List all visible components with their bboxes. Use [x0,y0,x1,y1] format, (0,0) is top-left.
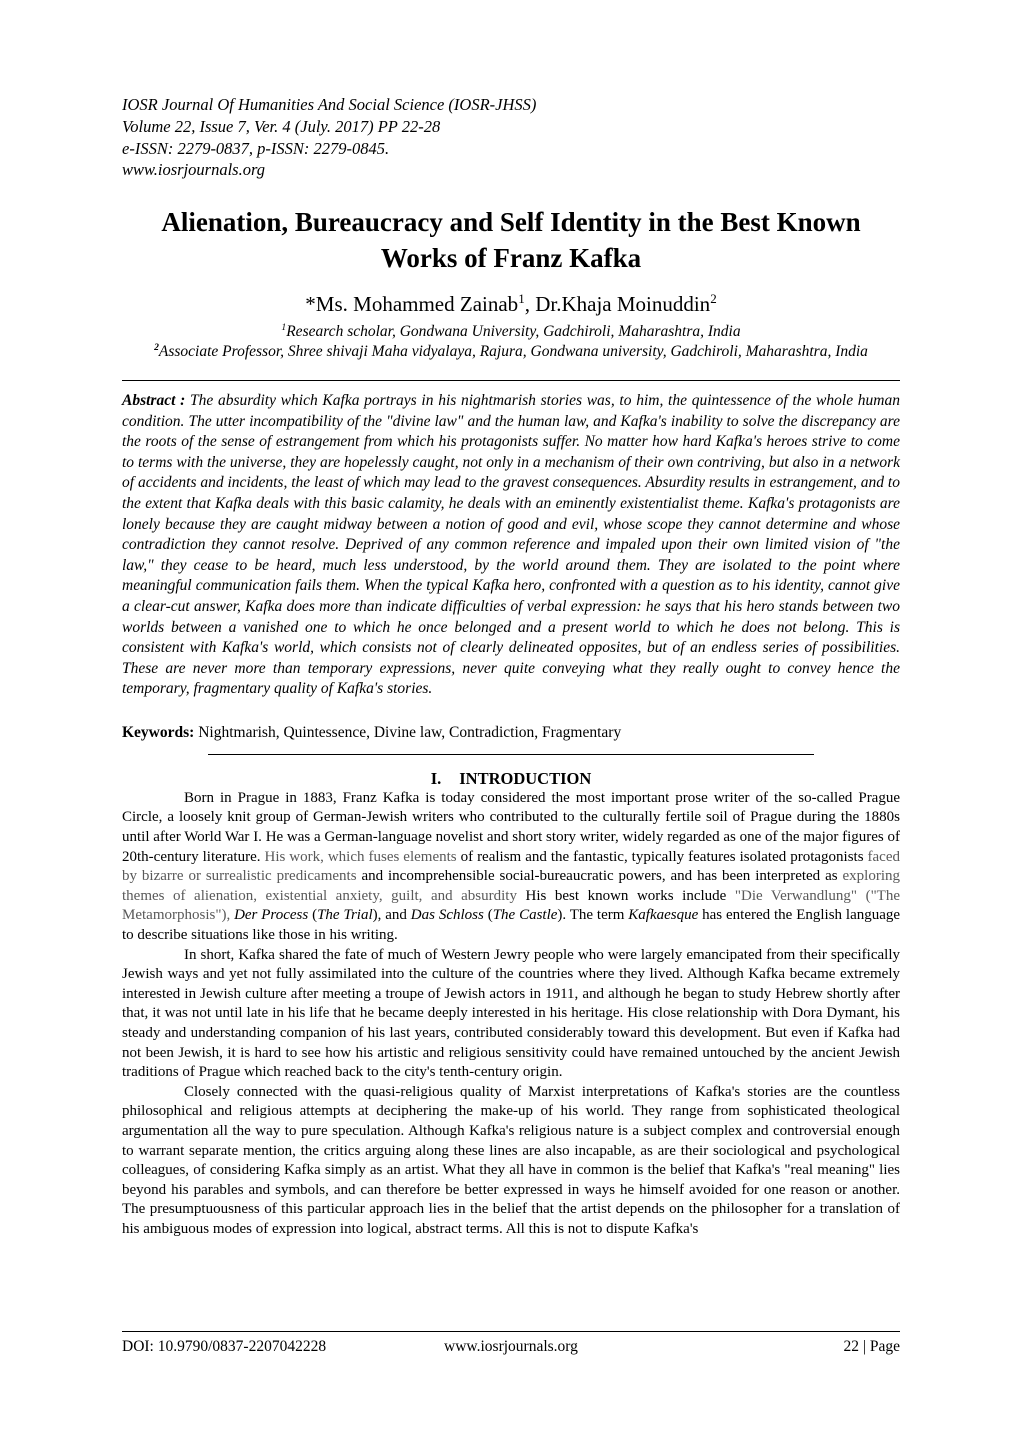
footer-doi: DOI: 10.9790/0837-2207042228 [122,1338,327,1355]
text-segment: ). The term [557,907,629,924]
text-segment: and incomprehensible social-bureaucratic powers, and has been interpreted as [361,868,843,885]
paper-title [122,205,900,276]
journal-website: www.iosrjournals.org [122,160,266,180]
keywords-line [122,724,900,742]
text-segment: "Die Verwandlung" ("The Metamorphosis"), [122,887,901,924]
authors-line [122,292,900,317]
text-segment: Associate Professor, Shree shivaji Maha vidyalaya, Rajura, Gondwana university, Gadchiroli, Maharashtra, India [158,343,868,361]
affiliation-2 [122,342,900,362]
intro-paragraph-2: In short, Kafka shared the fate of much of Western Jewry people who were largely emancipated from their specifically Jewish ways and yet not fully assimilated into the culture of the countries where they lived. Although Kafka became extremely interested in Jewish culture after meeting a troupe of Jewish actors in 1911, and although he began to study Hebrew shortly after that, it was not until late in his life that he became deeply interested in his heritage. His close relationship with Dora Dymant, his steady and understanding companion of his last years, contributed considerably toward this development. But even if Kafka had not been Jewish, it is hard to see how his artistic and religious sensitivity could have remained untouched by the ancient Jewish traditions of Prague which reached back to the city's tenth-century origin. [122,946,900,1081]
text-segment: ( [483,907,493,924]
text-segment: ( [308,907,318,924]
text-segment: 1 [281,322,287,334]
paper-title-line-2: Works of Franz Kafka [380,242,642,273]
text-segment: *Ms. Mohammed Zainab [305,292,519,317]
text-segment: The Castle [492,907,558,924]
divider-below-keywords [208,754,815,755]
text-segment: 2 [154,341,159,353]
affiliations [122,322,900,362]
journal-header [122,94,900,181]
footer-page-number: 22 | Page [843,1338,900,1355]
intro-paragraph-3: Closely connected with the quasi-religious quality of Marxist interpretations of Kafka's stories are the countless philosophical and religious attempts at deciphering the make-up of his world. They range from sophisticated theological argumentation all the way to pure speculation. Although Kafka's religious nature is a subject complex and controversial enough to warrant separate mention, the critics arguing along these lines are also incapable, as are their sociological and psychological colleagues, of considering Kafka simply as an artist. What they all have in common is the belief that Kafka's "real meaning" lies beyond his parables and symbols, and can therefore be better expressed in ways he himself avoided for one reason or another. The presumptuousness of this particular approach lies in the belief that the artist depends on the philosopher for a translation of his ambiguous modes of expression into logical, abstract terms. All this is not to dispute Kafka's [122,1083,900,1237]
keywords-text: Nightmarish, Quintessence, Divine law, Contradiction, Fragmentary [194,723,622,741]
text-segment: 1 [518,291,525,307]
abstract-paragraph [122,391,900,700]
keywords-label: Keywords: [122,723,195,741]
text-segment: of realism and the fantastic, typically features isolated protagonists [460,848,868,865]
text-segment: The Trial [317,907,373,924]
journal-issn: e-ISSN: 2279-0837, p-ISSN: 2279-0845. [122,138,390,158]
footer-website: www.iosrjournals.org [444,1338,578,1355]
journal-volume: Volume 22, Issue 7, Ver. 4 (July. 2017) PP 22-28 [122,116,441,136]
text-segment: Kafkaesque [628,907,699,924]
text-segment: Born in Prague in 1883, Franz Kafka is today considered the most important prose writer of the so-called Prague Circle, a loosely knit group of German-Jewish writers who contributed to the culturally fertile soil of Prague during the 1880s until after World War I. He was a German-language novelist and short story writer, widely regarded as one of the major figures of 20th-century literature. [122,789,900,865]
text-segment: Der Process [234,907,309,924]
intro-paragraph-1 [122,789,900,946]
text-segment: exploring themes of alienation, existential anxiety, guilt, and absurdity [122,868,900,904]
text-segment: has entered the English language to describe situations like those in his writing. [122,907,901,944]
abstract-label: Abstract : [122,391,186,409]
text-segment: Das Schloss [410,907,484,924]
text-segment: Research scholar, Gondwana University, Gadchiroli, Maharashtra, India [286,323,741,341]
text-segment: 2 [710,291,717,307]
section-heading-introduction [122,769,900,789]
divider-above-abstract [122,380,900,381]
affiliation-1 [122,322,900,342]
text-segment: ), and [372,907,411,924]
text-segment: His best known works include [525,887,735,904]
paper-title-line-1: Alienation, Bureaucracy and Self Identity in the Best Known [161,207,861,238]
section-title: INTRODUCTION [459,768,592,788]
text-segment: His work, which fuses elements [264,848,461,865]
page-footer [122,1331,900,1356]
text-segment: , Dr.Khaja Moinuddin [524,292,711,317]
journal-name: IOSR Journal Of Humanities And Social Science (IOSR-JHSS) [122,95,537,114]
section-number: I. [430,768,442,788]
abstract-text: The absurdity which Kafka portrays in his nightmarish stories was, to him, the quintessence of the whole human condition. The utter incompatibility of the "divine law" and the human law, and Kafka's inability to solve the discrepancy are the roots of the sense of estrangement from which his protagonists suffer. No matter how hard Kafka's heroes strive to come to terms with the universe, they are hopelessly caught, not only in a mechanism of their own contriving, but also in a network of accidents and incidents, the least of which may lead to the gravest consequences. Absurdity results in estrangement, and to the extent that Kafka deals with this basic calamity, he deals with an eminently existentialist theme. Kafka's protagonists are lonely because they are caught midway between a notion of good and evil, whose scope they cannot determine and whose contradiction they cannot resolve. Deprived of any common reference and impaled upon their own limited vision of "the law," they cease to be heard, much less understood, by the world around them. They are isolated to the point where meaningful communication fails them. When the typical Kafka hero, confronted with a question as to his identity, cannot give a clear-cut answer, Kafka does more than indicate difficulties of verbal expression: he says that his hero stands between two worlds between a vanished one to which he once belonged and a present world to which he does not belong. This is consistent with Kafka's world, which consists not of clearly delineated opposites, but of an endless series of possibilities. These are never more than temporary expressions, never quite conveying what they really ought to convey hence the temporary, fragmentary quality of Kafka's stories. [122,391,900,698]
text-segment: faced by bizarre or surrealistic predicaments [122,848,900,885]
